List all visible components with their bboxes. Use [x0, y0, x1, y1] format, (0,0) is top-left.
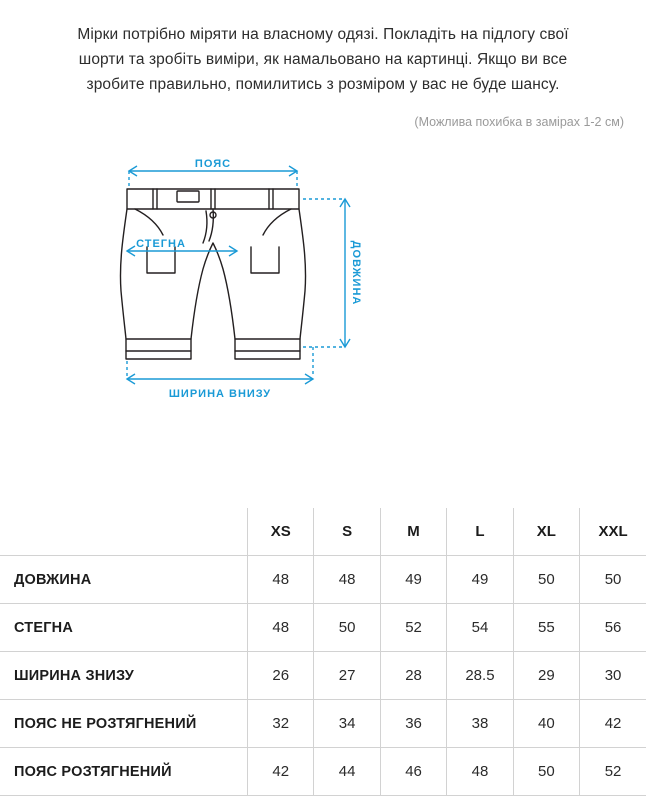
row-label-waist-stretched: ПОЯС РОЗТЯГНЕНИЙ	[0, 748, 248, 796]
header-m: M	[380, 508, 446, 556]
header-xs: XS	[248, 508, 314, 556]
label-hips: СТЕГНА	[136, 238, 186, 250]
header-empty	[0, 508, 248, 556]
cell-length-xxl: 50	[580, 556, 646, 604]
header-xxl: XXL	[580, 508, 646, 556]
intro-line-2: шорти та зробіть виміри, як намальовано на картинці. Якщо ви все	[78, 51, 568, 68]
cell-hips-xl: 55	[513, 604, 579, 652]
cell-bottom-m: 28	[380, 652, 446, 700]
cell-waist-stretched-l: 48	[447, 748, 513, 796]
cell-hips-m: 52	[380, 604, 446, 652]
cell-length-xs: 48	[248, 556, 314, 604]
cell-bottom-l: 28.5	[447, 652, 513, 700]
row-label-bottom-width: ШИРИНА ЗНИЗУ	[0, 652, 248, 700]
cell-bottom-xs: 26	[248, 652, 314, 700]
cell-waist-stretched-xxl: 52	[580, 748, 646, 796]
size-table	[0, 508, 646, 796]
cell-length-l: 49	[447, 556, 513, 604]
label-bottom-width: ШИРИНА ВНИЗУ	[168, 388, 272, 400]
cell-hips-s: 50	[314, 604, 380, 652]
table-header-row	[0, 508, 646, 556]
cell-bottom-xxl: 30	[580, 652, 646, 700]
label-length: ДОВЖИНА	[350, 240, 362, 306]
cell-waist-relaxed-s: 34	[314, 700, 380, 748]
cell-length-m: 49	[380, 556, 446, 604]
intro-line-3: зробите правильно, помилитись з розміром у вас не буде шансу.	[86, 76, 560, 93]
cell-waist-stretched-s: 44	[314, 748, 380, 796]
cell-waist-stretched-xs: 42	[248, 748, 314, 796]
intro-line-1: Мірки потрібно міряти на власному одязі. Покладіть на підлогу свої	[77, 26, 569, 43]
table-row	[0, 700, 646, 748]
row-label-length: ДОВЖИНА	[0, 556, 248, 604]
table-row	[0, 556, 646, 604]
cell-waist-relaxed-m: 36	[380, 700, 446, 748]
row-label-waist-relaxed: ПОЯС НЕ РОЗТЯГНЕНИЙ	[0, 700, 248, 748]
cell-hips-l: 54	[447, 604, 513, 652]
cell-hips-xs: 48	[248, 604, 314, 652]
cell-waist-relaxed-xxl: 42	[580, 700, 646, 748]
table-row	[0, 652, 646, 700]
header-l: L	[447, 508, 513, 556]
header-s: S	[314, 508, 380, 556]
cell-waist-relaxed-xs: 32	[248, 700, 314, 748]
cell-bottom-s: 27	[314, 652, 380, 700]
cell-hips-xxl: 56	[580, 604, 646, 652]
table-row	[0, 748, 646, 796]
cell-waist-stretched-xl: 50	[513, 748, 579, 796]
cell-bottom-xl: 29	[513, 652, 579, 700]
intro-text	[0, 0, 646, 97]
table-row	[0, 604, 646, 652]
size-table-container	[0, 508, 646, 796]
cell-length-s: 48	[314, 556, 380, 604]
cell-waist-stretched-m: 46	[380, 748, 446, 796]
header-xl: XL	[513, 508, 579, 556]
cell-waist-relaxed-l: 38	[447, 700, 513, 748]
shorts-diagram-svg	[113, 151, 533, 431]
cell-length-xl: 50	[513, 556, 579, 604]
shorts-diagram	[0, 151, 646, 441]
label-waist: ПОЯС	[194, 158, 232, 170]
measurement-tolerance-note: (Можлива похибка в замірах 1-2 см)	[414, 115, 624, 129]
cell-waist-relaxed-xl: 40	[513, 700, 579, 748]
row-label-hips: СТЕГНА	[0, 604, 248, 652]
